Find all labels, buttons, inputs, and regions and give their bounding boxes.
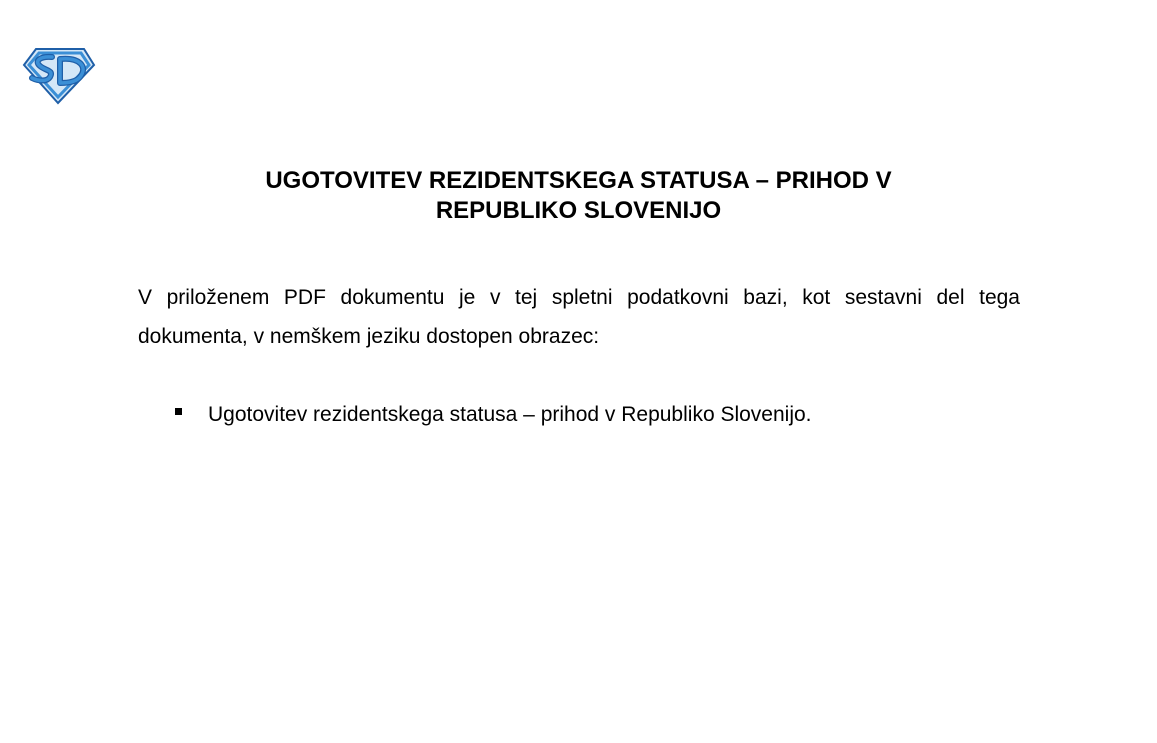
square-bullet-icon <box>175 408 182 415</box>
shield-logo-icon <box>22 47 96 105</box>
company-logo <box>22 47 96 105</box>
intro-paragraph <box>138 278 1020 356</box>
title-line-2: REPUBLIKO SLOVENIJO <box>435 197 722 224</box>
list-item-text: Ugotovitev rezidentskega statusa – prihod v Republiko Slovenijo. <box>208 403 812 426</box>
document-title <box>0 166 1157 226</box>
list-item <box>0 400 1157 430</box>
paragraph-line-1: V priloženem PDF dokumentu je v tej spletni podatkovni bazi, kot sestavni del tega <box>138 286 1020 309</box>
form-list <box>0 400 1157 430</box>
paragraph-line-2: dokumenta, v nemškem jeziku dostopen obrazec: <box>138 325 600 348</box>
title-line-1: UGOTOVITEV REZIDENTSKEGA STATUSA – PRIHOD V <box>265 167 892 194</box>
